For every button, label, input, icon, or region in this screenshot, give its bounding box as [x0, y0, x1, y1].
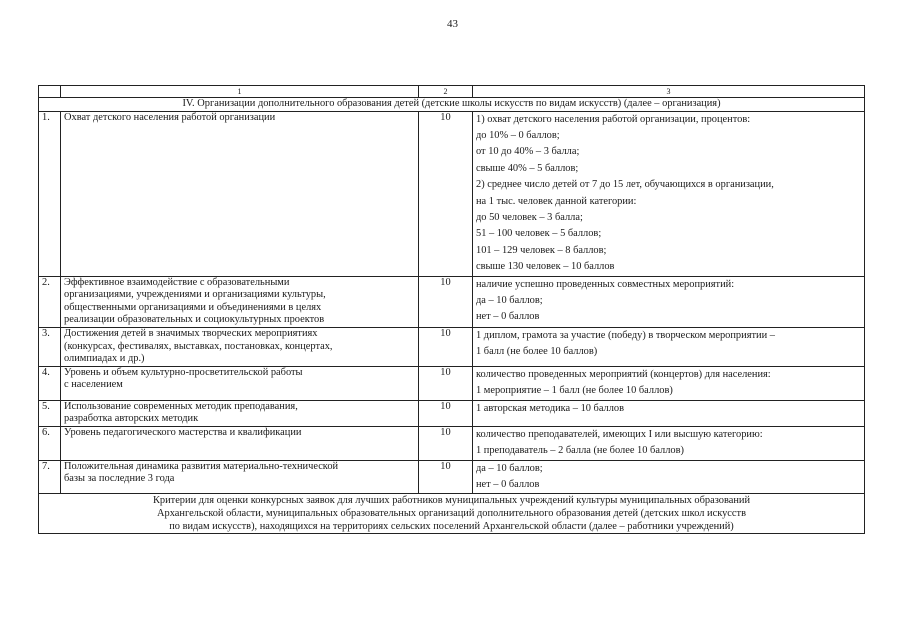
- criterion-line: Охват детского населения работой организации: [64, 111, 276, 123]
- table-row: [39, 366, 865, 400]
- criterion-cell: [61, 460, 419, 494]
- scoring-detail-line: до 50 человек – 3 балла;: [476, 212, 583, 224]
- criterion-line: разработка авторских методик: [64, 413, 199, 425]
- header-cell-2: 2: [419, 86, 473, 98]
- scoring-detail-line: 1 диплом, грамота за участие (победу) в творческом мероприятии –: [476, 330, 775, 342]
- footer-line: Архангельской области, муниципальных образовательных организаций дополнительного образования детей (детских школ искусств: [157, 508, 746, 520]
- row-number: 4.: [39, 366, 61, 400]
- header-cell-3: 3: [473, 86, 865, 98]
- scoring-details-cell: [473, 276, 865, 327]
- criterion-line: общественными организациями и объединениями в целях: [64, 301, 322, 313]
- max-score-cell: 10: [419, 276, 473, 327]
- max-score-cell: 10: [419, 111, 473, 276]
- max-score-cell: 10: [419, 426, 473, 460]
- criterion-line: базы за последние 3 года: [64, 473, 175, 485]
- scoring-details-cell: [473, 460, 865, 494]
- criterion-line: Уровень педагогического мастерства и квалификации: [64, 426, 302, 438]
- row-number: 3.: [39, 328, 61, 367]
- table-row: [39, 111, 865, 276]
- scoring-details-cell: [473, 328, 865, 367]
- criterion-cell: [61, 111, 419, 276]
- table-row: [39, 276, 865, 327]
- max-score-cell: 10: [419, 366, 473, 400]
- section-row: [39, 98, 865, 112]
- max-score-cell: 10: [419, 328, 473, 367]
- footer-line: Критерии для оценки конкурсных заявок для лучших работников муниципальных учреждений культуры муниципальных образований: [152, 495, 751, 507]
- header-row: [39, 86, 865, 98]
- header-cell-num: [39, 86, 61, 98]
- scoring-details-cell: [473, 111, 865, 276]
- table-row: [39, 426, 865, 460]
- section-title: IV. Организации дополнительного образования детей (детские школы искусств по видам искусств) (далее – организация): [39, 98, 865, 112]
- criterion-line: (конкурсах, фестивалях, выставках, постановках, концертах,: [64, 340, 333, 352]
- criterion-cell: [61, 426, 419, 460]
- scoring-detail-line: 1) охват детского населения работой организации, процентов:: [476, 113, 751, 125]
- scoring-detail-line: нет – 0 баллов: [476, 479, 540, 491]
- criterion-line: с населением: [64, 379, 123, 391]
- scoring-detail-line: 1 мероприятие – 1 балл (не более 10 баллов): [476, 385, 673, 397]
- footer-row: [39, 494, 865, 534]
- row-number: 2.: [39, 276, 61, 327]
- scoring-detail-line: количество проведенных мероприятий (концертов) для населения:: [476, 368, 771, 380]
- footer-caption: [39, 494, 865, 534]
- criterion-line: Использование современных методик преподавания,: [64, 400, 298, 412]
- max-score-cell: 10: [419, 460, 473, 494]
- scoring-detail-line: 1 балл (не более 10 баллов): [476, 346, 598, 358]
- scoring-detail-line: до 10% – 0 баллов;: [476, 130, 560, 141]
- scoring-detail-line: свыше 40% – 5 баллов;: [476, 162, 579, 174]
- table-row: [39, 328, 865, 367]
- criterion-line: Эффективное взаимодействие с образовательными: [64, 276, 290, 288]
- criterion-cell: [61, 400, 419, 426]
- scoring-detail-line: свыше 130 человек – 10 баллов: [476, 261, 615, 273]
- scoring-detail-line: количество преподавателей, имеющих I или высшую категорию:: [476, 428, 763, 440]
- criterion-cell: [61, 276, 419, 327]
- criterion-line: Достижения детей в значимых творческих мероприятиях: [64, 328, 318, 340]
- scoring-details-cell: [473, 426, 865, 460]
- scoring-details-cell: [473, 366, 865, 400]
- row-number: 5.: [39, 400, 61, 426]
- criterion-line: олимпиадах и др.): [64, 353, 145, 365]
- criteria-table: [38, 85, 865, 534]
- criterion-line: Положительная динамика развития материально-технической: [64, 460, 339, 472]
- scoring-detail-line: 2) среднее число детей от 7 до 15 лет, обучающихся в организации,: [476, 179, 774, 191]
- footer-line: по видам искусств), находящихся на территориях сельских поселений Архангельской области (далее – работники учреждений): [169, 521, 734, 533]
- page-number: 43: [447, 18, 458, 30]
- max-score-cell: 10: [419, 400, 473, 426]
- criterion-line: Уровень и объем культурно-просветительской работы: [64, 366, 303, 378]
- scoring-detail-line: 51 – 100 человек – 5 баллов;: [476, 228, 602, 240]
- table-row: [39, 460, 865, 494]
- scoring-detail-line: нет – 0 баллов: [476, 311, 540, 323]
- scoring-details-cell: [473, 400, 865, 426]
- scoring-detail-line: наличие успешно проведенных совместных мероприятий:: [476, 278, 735, 290]
- scoring-detail-line: от 10 до 40% – 3 балла;: [476, 146, 580, 158]
- criterion-line: организациями, учреждениями и организациями культуры,: [64, 289, 326, 301]
- scoring-detail-line: 1 преподаватель – 2 балла (не более 10 баллов): [476, 445, 684, 457]
- header-cell-1: 1: [61, 86, 419, 98]
- scoring-detail-line: на 1 тыс. человек данной категории:: [476, 195, 637, 207]
- scoring-detail-line: да – 10 баллов;: [476, 295, 543, 307]
- row-number: 1.: [39, 111, 61, 276]
- row-number: 7.: [39, 460, 61, 494]
- criterion-cell: [61, 366, 419, 400]
- row-number: 6.: [39, 426, 61, 460]
- scoring-detail-line: 1 авторская методика – 10 баллов: [476, 402, 625, 414]
- scoring-detail-line: 101 – 129 человек – 8 баллов;: [476, 244, 607, 256]
- criterion-line: реализации образовательных и социокультурных проектов: [64, 314, 325, 326]
- criterion-cell: [61, 328, 419, 367]
- table-row: [39, 400, 865, 426]
- scoring-detail-line: да – 10 баллов;: [476, 462, 543, 474]
